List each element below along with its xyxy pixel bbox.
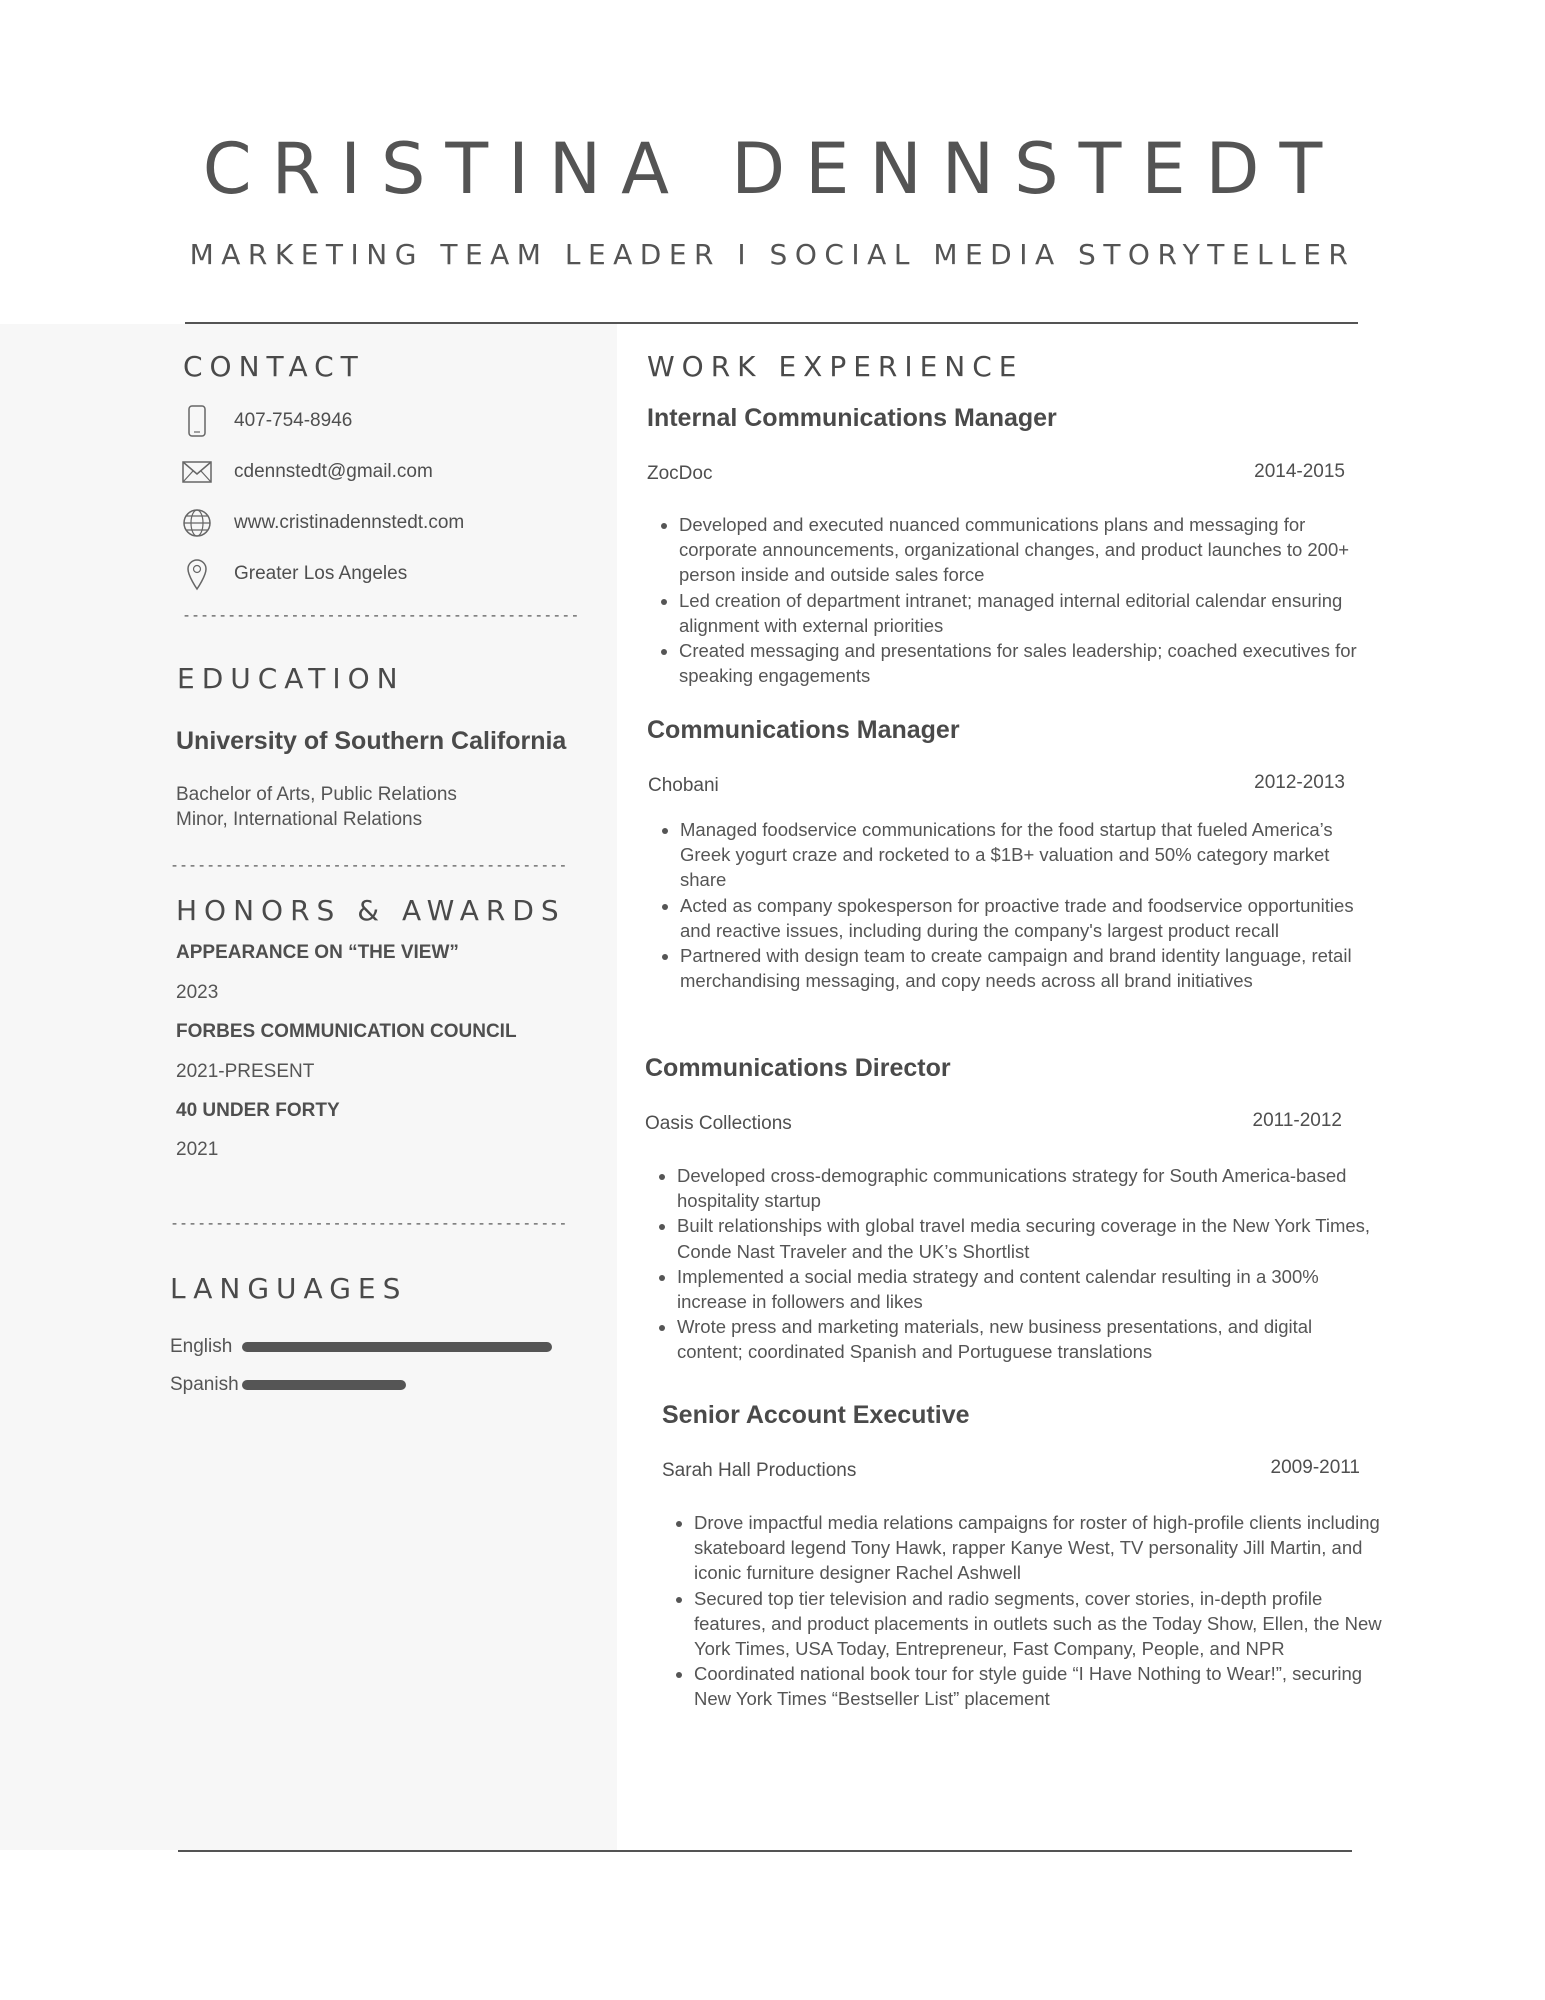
award-title: APPEARANCE ON “THE VIEW” xyxy=(176,942,459,963)
location-pin-icon xyxy=(182,558,212,590)
list-item: • Developed cross-demographic communications strategy for South America-based hospitality startup xyxy=(677,1163,1377,1213)
contact-phone xyxy=(182,405,352,437)
list-item: • Acted as company spokesperson for proactive trade and foodservice opportunities and reactive issues, including during the company's largest product recall xyxy=(680,893,1370,943)
company-name: ZocDoc xyxy=(647,463,713,484)
list-item: • Created messaging and presentations for sales leadership; coached executives for speaking engagements xyxy=(679,638,1379,688)
website-url: www.cristinadennstedt.com xyxy=(234,512,465,533)
phone-number: 407-754-8946 xyxy=(234,410,353,431)
job-bullets xyxy=(647,512,1379,688)
languages-heading: LANGUAGES xyxy=(170,1272,408,1305)
list-item: • Led creation of department intranet; managed internal editorial calendar ensuring alignment with external priorities xyxy=(679,588,1379,638)
list-item: • Partnered with design team to create campaign and brand identity language, retail merchandising messaging, and copy needs across all brand initiatives xyxy=(680,943,1370,993)
job-years: 2009-2011 xyxy=(1270,1457,1360,1478)
award-title: FORBES COMMUNICATION COUNCIL xyxy=(176,1021,517,1042)
degree-text: Bachelor of Arts, Public Relations xyxy=(176,784,457,805)
job-bullets xyxy=(648,817,1370,993)
list-item: • Coordinated national book tour for style guide “I Have Nothing to Wear!”, securing New York Times “Bestseller List” placement xyxy=(694,1661,1394,1711)
job-title: Internal Communications Manager xyxy=(647,404,1057,432)
language-row xyxy=(170,1336,552,1358)
job-title: Communications Manager xyxy=(647,716,960,744)
resume-name: CRISTINA DENNSTEDT xyxy=(202,128,1343,210)
resume-subtitle: MARKETING TEAM LEADER I SOCIAL MEDIA STORYTELLER xyxy=(189,238,1356,271)
school-name: University of Southern California xyxy=(176,727,567,755)
education-heading: EDUCATION xyxy=(177,662,405,695)
language-label: English xyxy=(170,1336,233,1357)
job-years: 2014-2015 xyxy=(1254,461,1345,482)
phone-icon xyxy=(182,405,212,437)
work-heading: WORK EXPERIENCE xyxy=(647,350,1024,383)
award-title: 40 UNDER FORTY xyxy=(176,1100,340,1121)
list-item: • Managed foodservice communications for the food startup that fueled America’s Greek yogurt craze and rocketed to a $1B+ valuation and 50% category market share xyxy=(680,817,1370,893)
location-text: Greater Los Angeles xyxy=(234,563,408,584)
job-bullets xyxy=(662,1510,1394,1712)
company-name: Oasis Collections xyxy=(645,1113,792,1134)
language-level-bar xyxy=(242,1342,552,1352)
language-level-track xyxy=(242,1380,552,1390)
globe-icon xyxy=(182,507,212,539)
job-years: 2011-2012 xyxy=(1252,1110,1342,1131)
job-title: Communications Director xyxy=(645,1054,951,1082)
award-year: 2021 xyxy=(176,1139,219,1160)
left-column xyxy=(0,324,617,1850)
honors-divider: -------------------------------------------- xyxy=(170,1214,568,1232)
job-bullets xyxy=(645,1163,1377,1365)
contact-divider: -------------------------------------------- xyxy=(182,606,580,624)
contact-location xyxy=(182,558,407,590)
email-address: cdennstedt@gmail.com xyxy=(234,461,433,482)
company-name: Chobani xyxy=(648,775,719,796)
contact-email xyxy=(182,456,433,488)
list-item: • Secured top tier television and radio segments, cover stories, in-depth profile features, and product placements in outlets such as the Today Show, Ellen, the New York Times, USA Today, Entrepreneur, Fast Company, People, and NPR xyxy=(694,1586,1394,1662)
language-level-track xyxy=(242,1342,552,1352)
language-label: Spanish xyxy=(170,1374,239,1395)
honors-heading: HONORS & AWARDS xyxy=(176,894,566,927)
list-item: • Wrote press and marketing materials, new business presentations, and digital content; coordinated Spanish and Portuguese translations xyxy=(677,1314,1377,1364)
job-years: 2012-2013 xyxy=(1254,772,1345,793)
award-year: 2023 xyxy=(176,982,219,1003)
list-item: • Implemented a social media strategy and content calendar resulting in a 300% increase in followers and likes xyxy=(677,1264,1377,1314)
job-title: Senior Account Executive xyxy=(662,1401,970,1429)
language-level-bar xyxy=(242,1380,406,1390)
mail-icon xyxy=(182,456,212,488)
list-item: • Drove impactful media relations campaigns for roster of high-profile clients including skateboard legend Tony Hawk, rapper Kanye West, TV personality Jill Martin, and iconic furniture designer Rachel Ashwell xyxy=(694,1510,1394,1586)
footer-divider xyxy=(178,1850,1352,1852)
education-divider: -------------------------------------------- xyxy=(170,856,568,874)
list-item: • Developed and executed nuanced communications plans and messaging for corporate announcements, organizational changes, and product launches to 200+ person inside and outside sales force xyxy=(679,512,1379,588)
list-item: • Built relationships with global travel media securing coverage in the New York Times, Conde Nast Traveler and the UK’s Shortlist xyxy=(677,1213,1377,1263)
minor-text: Minor, International Relations xyxy=(176,809,423,830)
language-row xyxy=(170,1374,552,1396)
company-name: Sarah Hall Productions xyxy=(662,1460,857,1481)
contact-heading: CONTACT xyxy=(183,350,365,383)
contact-website xyxy=(182,507,464,539)
award-year: 2021-PRESENT xyxy=(176,1061,315,1082)
